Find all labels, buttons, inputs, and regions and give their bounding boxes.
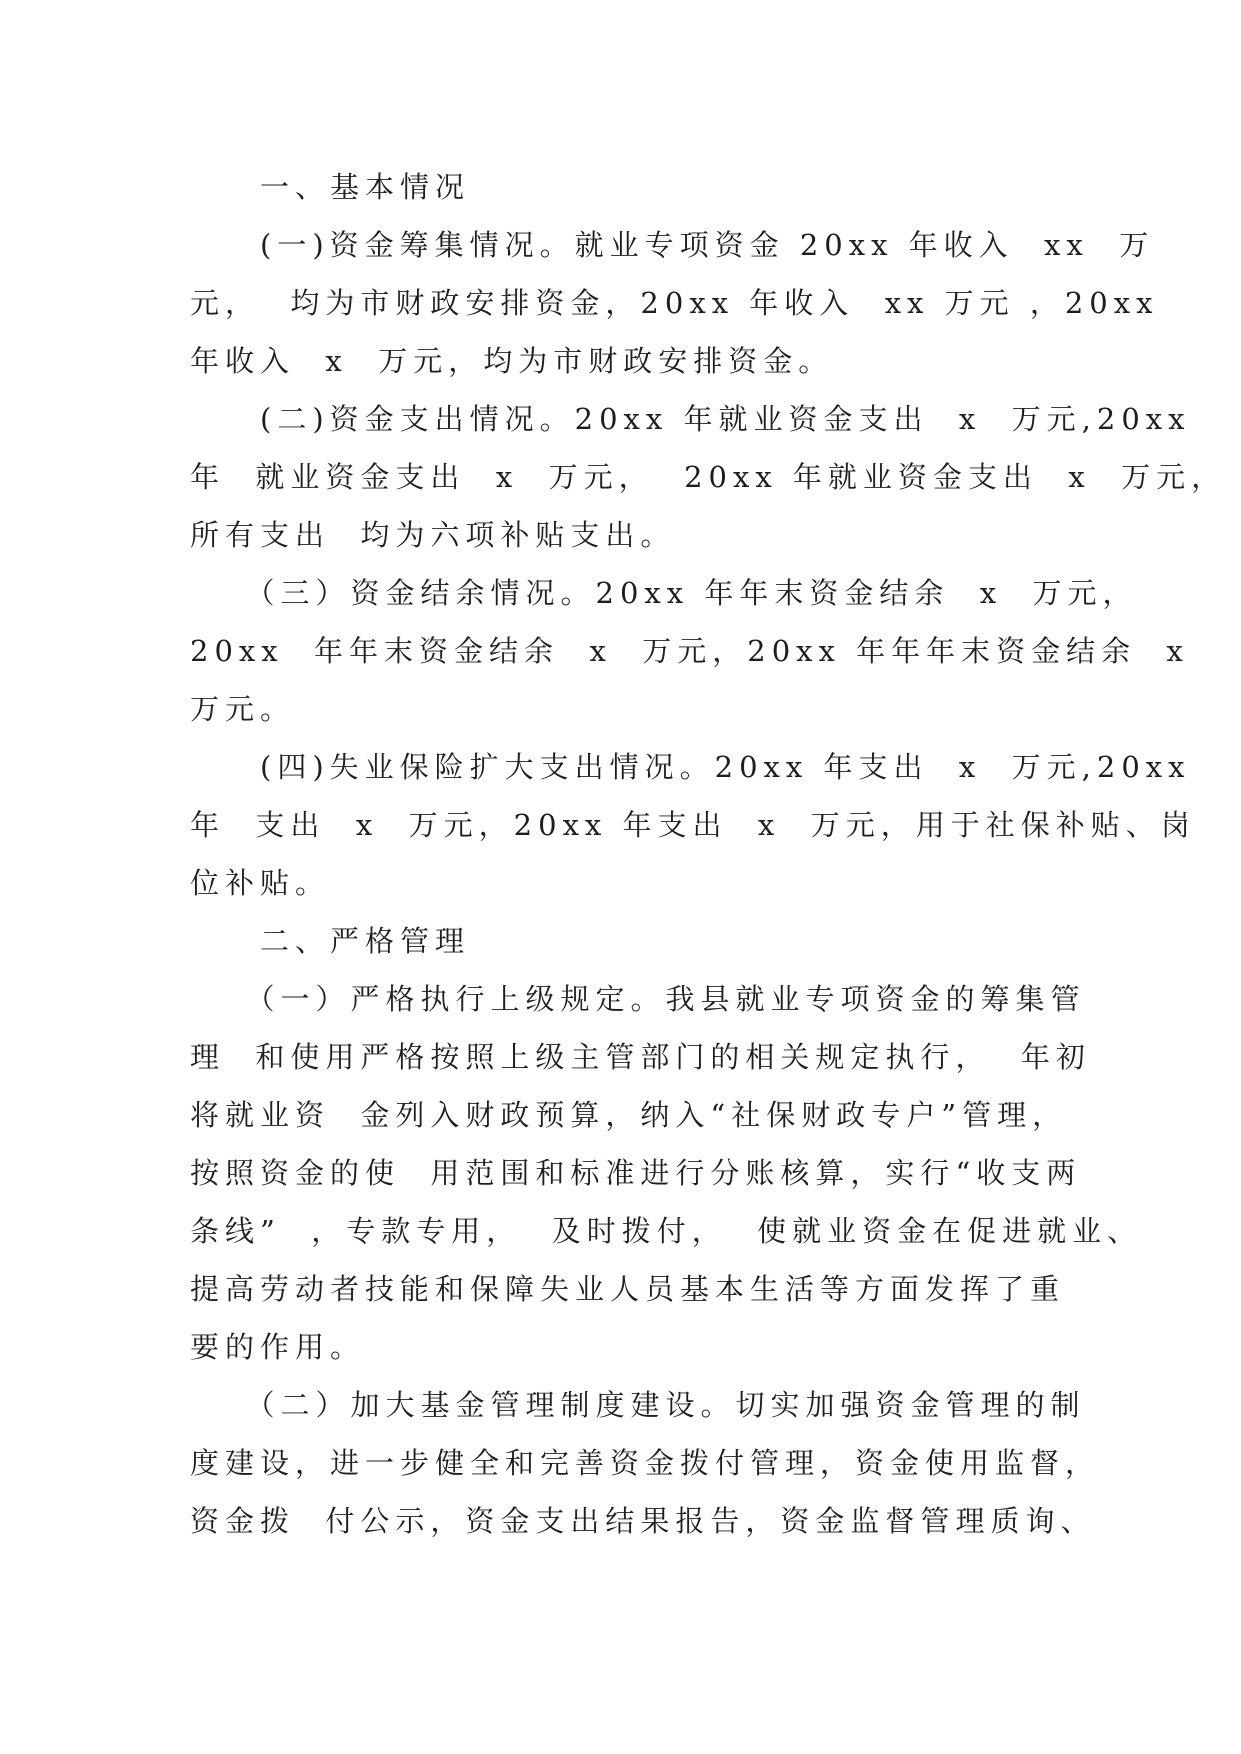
paragraph-line: 年收入 x 万元，均为市财政安排资金。	[190, 344, 834, 378]
paragraph-line: 资金拨 付公示，资金支出结果报告，资金监督管理质询、	[190, 1504, 1096, 1538]
paragraph-line: （二）加大基金管理制度建设。切实加强资金管理的制	[190, 1388, 1086, 1422]
paragraph-line: 将就业资 金列入财政预算，纳入“社保财政专户”管理，	[190, 1098, 1068, 1132]
document-body	[190, 158, 1227, 1550]
paragraph-line: (二)资金支出情况。20xx 年就业资金支出 x 万元,20xx	[190, 402, 1191, 436]
paragraph-line: （一）严格执行上级规定。我县就业专项资金的筹集管	[190, 982, 1086, 1016]
paragraph-line: 条线” ，专款专用， 及时拨付， 使就业资金在促进就业、	[190, 1214, 1143, 1248]
paragraph-line: 年 支出 x 万元，20xx 年支出 x 万元，用于社保补贴、岗	[190, 808, 1196, 842]
paragraph-line: 提高劳动者技能和保障失业人员基本生活等方面发挥了重	[190, 1272, 1066, 1306]
paragraph-line: (四)失业保险扩大支出情况。20xx 年支出 x 万元,20xx	[190, 750, 1191, 784]
paragraph-line: (一)资金筹集情况。就业专项资金 20xx 年收入 xx 万	[190, 228, 1155, 262]
paragraph-line: 按照资金的使 用范围和标准进行分账核算，实行“收支两	[190, 1156, 1082, 1190]
section-heading-basic: 一、基本情况	[190, 170, 471, 204]
paragraph-line: 位补贴。	[190, 866, 331, 900]
paragraph-line: （三）资金结余情况。20xx 年年末资金结余 x 万元，	[190, 576, 1138, 610]
paragraph-line: 年 就业资金支出 x 万元， 20xx 年就业资金支出 x 万元，	[190, 460, 1227, 494]
paragraph-line: 理 和使用严格按照上级主管部门的相关规定执行， 年初	[190, 1040, 1091, 1074]
paragraph-line: 元， 均为市财政安排资金，20xx 年收入 xx 万元 ，20xx	[190, 286, 1159, 320]
paragraph-line: 所有支出 均为六项补贴支出。	[190, 518, 676, 552]
section-heading-management: 二、严格管理	[190, 924, 471, 958]
paragraph-line: 万元。	[190, 692, 296, 726]
paragraph-line: 度建设，进一步健全和完善资金拨付管理，资金使用监督，	[190, 1446, 1101, 1480]
paragraph-line: 20xx 年年末资金结余 x 万元，20xx 年年年末资金结余 x	[190, 634, 1189, 668]
paragraph-line: 要的作用。	[190, 1330, 366, 1364]
